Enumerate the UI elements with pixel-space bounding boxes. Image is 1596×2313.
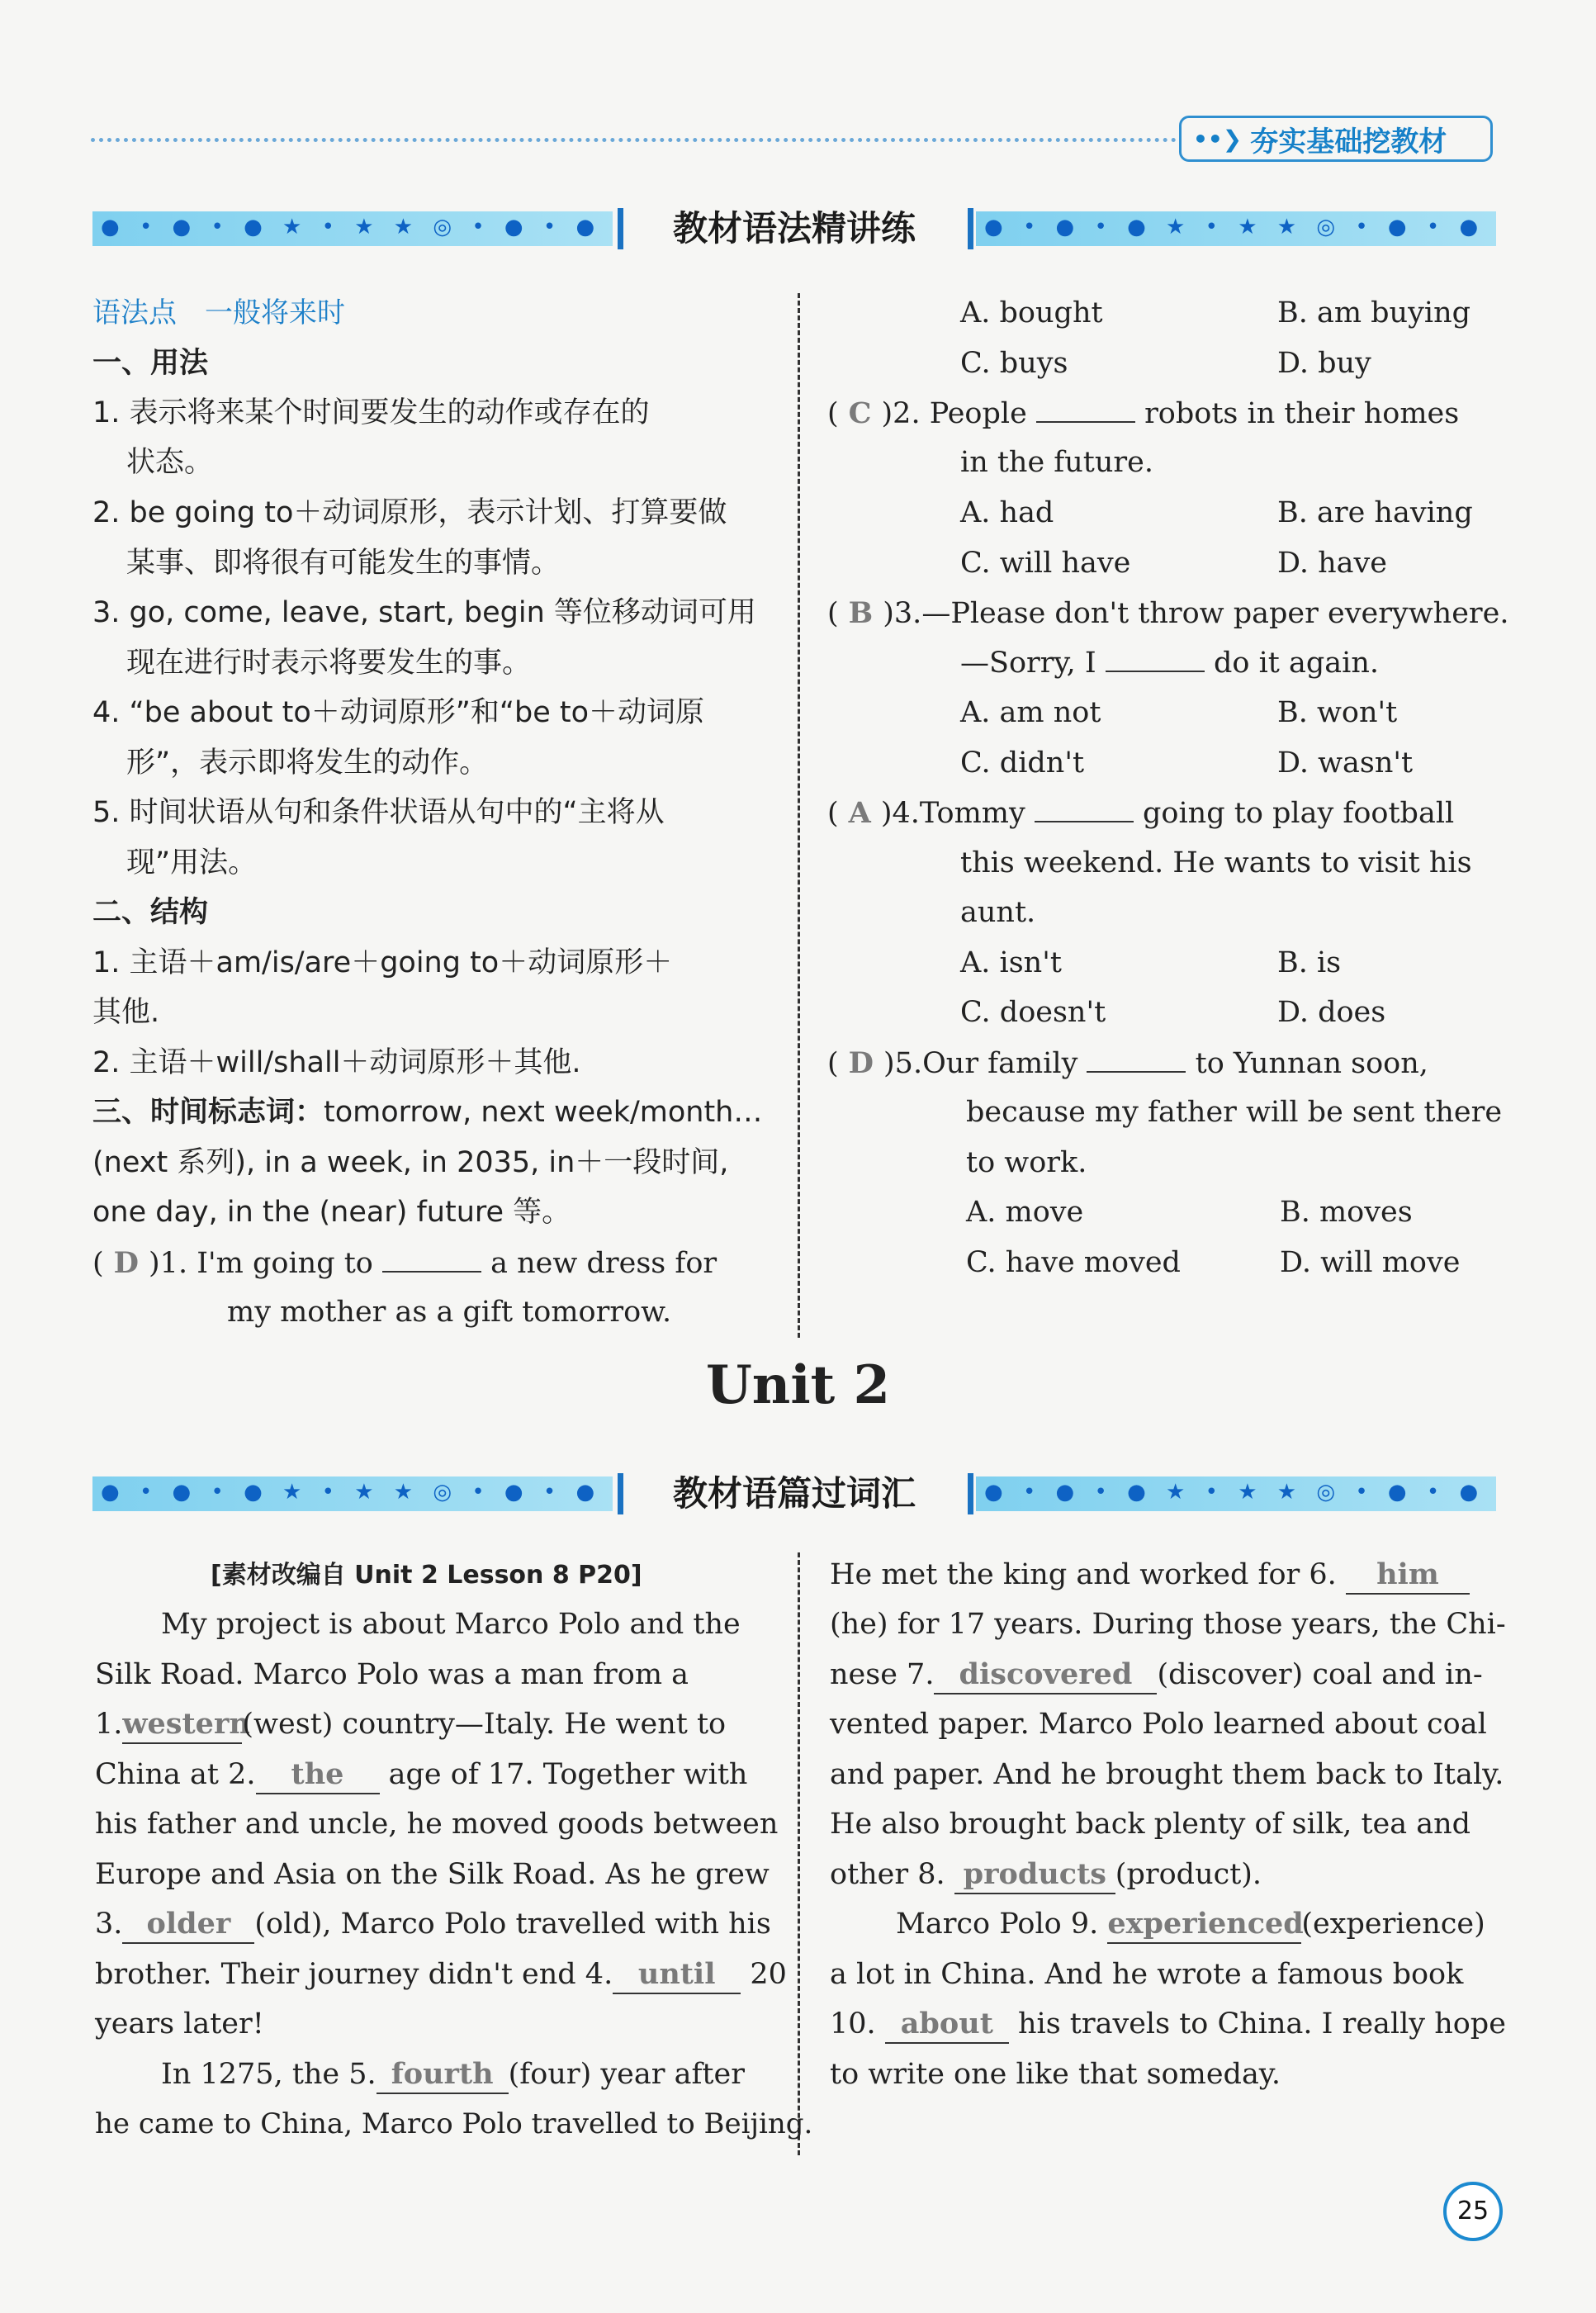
double-arrow-icon: ••❯	[1193, 125, 1243, 153]
question-text: aunt.	[960, 896, 1036, 929]
passage-text: He met the king and worked for 6.	[830, 1558, 1337, 1591]
structure-line: 1. 主语＋am/is/are＋going to＋动词原形＋	[92, 946, 673, 979]
question-1	[92, 1238, 717, 1289]
option: D. buy	[1277, 347, 1371, 380]
answer-8: products	[954, 1856, 1115, 1894]
question-text: a new dress for	[490, 1247, 717, 1280]
option: D. wasn't	[1277, 747, 1414, 780]
question-5	[827, 1038, 1428, 1089]
question-text: robots in their homes	[1144, 397, 1460, 430]
answer-7: discovered	[934, 1657, 1157, 1694]
option: D. does	[1277, 996, 1386, 1029]
question-text: I'm going to	[197, 1247, 373, 1280]
passage-line	[95, 1699, 726, 1750]
passage-line: his father and uncle, he moved goods between	[95, 1808, 779, 1841]
banner-decoration-left	[92, 211, 613, 246]
passage-text: age of 17. Together with	[388, 1758, 748, 1791]
question-text: in the future.	[960, 446, 1153, 479]
passage-text: 1.	[95, 1708, 123, 1741]
usage-line: 形”，表示即将发生的动作。	[126, 747, 489, 780]
question-text: —Sorry, I	[960, 647, 1096, 680]
answer-letter: A	[848, 796, 871, 830]
option: D. have	[1277, 547, 1387, 580]
markers-text: tomorrow, next week/month…	[324, 1096, 763, 1129]
banner-decoration-left	[92, 1476, 613, 1511]
passage-text: 3.	[95, 1908, 123, 1941]
passage-line: Europe and Asia on the Silk Road. As he grew	[95, 1858, 770, 1891]
passage-line	[95, 1950, 787, 2000]
option: A. move	[966, 1196, 1084, 1229]
option: B. moves	[1280, 1196, 1413, 1229]
answer-4: until	[613, 1956, 741, 1994]
question-text: do it again.	[1214, 647, 1379, 680]
passage-text: nese 7.	[830, 1658, 935, 1691]
option: A. had	[960, 496, 1054, 529]
structure-heading: 二、结构	[92, 896, 209, 929]
option: A. isn't	[960, 946, 1062, 979]
option: A. am not	[960, 696, 1101, 729]
usage-line: 现”用法。	[126, 846, 258, 879]
markers-line: one day, in the (near) future 等。	[92, 1196, 571, 1229]
answer-paren: ( C )	[827, 396, 893, 430]
question-2	[827, 388, 1459, 439]
answer-letter: D	[848, 1046, 874, 1080]
passage-text: China at 2.	[95, 1758, 256, 1791]
passage-text: (old), Marco Polo travelled with his	[254, 1908, 771, 1941]
passage-line	[161, 2050, 745, 2100]
usage-line: 2. be going to＋动词原形，表示计划、打算要做	[92, 496, 727, 529]
answer-1: western	[122, 1706, 242, 1744]
passage-text: (experience)	[1301, 1908, 1485, 1941]
passage-line: My project is about Marco Polo and the	[161, 1608, 741, 1641]
usage-line: 3. go, come, leave, start, begin 等位移动词可用	[92, 596, 756, 629]
grammar-section-title: 教材语法精讲练	[672, 208, 916, 249]
unit-title: Unit 2	[705, 1354, 891, 1416]
option: C. buys	[960, 347, 1068, 380]
passage-line: a lot in China. And he wrote a famous book	[830, 1958, 1464, 1991]
banner-bar	[968, 208, 973, 249]
question-text: to work.	[966, 1146, 1087, 1179]
passage-line	[830, 1650, 1483, 1700]
question-text: this weekend. He wants to visit his	[960, 846, 1472, 879]
usage-line: 5. 时间状语从句和条件状语从句中的“主将从	[92, 796, 665, 829]
answer-letter: D	[113, 1246, 140, 1280]
passage-text: brother. Their journey didn't end 4.	[95, 1958, 613, 1991]
option: D. will move	[1280, 1246, 1461, 1279]
question-number: 1.	[159, 1247, 188, 1280]
answer-blank	[382, 1239, 481, 1273]
passage-text: (four) year after	[508, 2058, 745, 2091]
question-number: 2.	[893, 397, 921, 430]
passage-line	[95, 1750, 747, 1800]
vocab-section-title: 教材语篇过词汇	[672, 1473, 916, 1514]
question-text: to Yunnan soon,	[1195, 1047, 1428, 1080]
usage-line: 某事、即将很有可能发生的事情。	[126, 547, 561, 580]
question-number: 5.	[894, 1047, 923, 1080]
passage-line	[830, 1550, 1470, 1600]
option: B. is	[1277, 946, 1342, 979]
question-4	[827, 788, 1454, 839]
passage-text: other 8.	[830, 1858, 945, 1891]
passage-line	[896, 1899, 1485, 1950]
question-text	[960, 638, 1379, 689]
passage-line: and paper. And he brought them back to Italy.	[830, 1758, 1504, 1791]
question-text: Tommy	[919, 797, 1025, 830]
banner-decoration-right	[976, 1476, 1496, 1511]
answer-letter: C	[848, 396, 872, 430]
usage-line: 1. 表示将来某个时间要发生的动作或存在的	[92, 396, 650, 429]
answer-blank	[1106, 639, 1205, 672]
answer-paren: ( A )	[827, 796, 893, 830]
answer-blank	[1036, 390, 1135, 423]
header-dotted-rule	[91, 138, 1177, 142]
column-divider	[798, 293, 800, 1338]
option: A. bought	[960, 296, 1103, 329]
answer-10: about	[885, 2006, 1009, 2044]
passage-text: (west) country—Italy. He went to	[242, 1708, 727, 1741]
option: B. am buying	[1277, 296, 1471, 329]
option: C. will have	[960, 547, 1131, 580]
passage-line: (he) for 17 years. During those years, the Chi-	[830, 1608, 1506, 1641]
header-badge	[1179, 116, 1493, 162]
vocab-section-banner	[92, 1470, 1496, 1518]
question-text: going to play football	[1143, 797, 1455, 830]
banner-bar	[968, 1473, 973, 1514]
page-number: 25	[1443, 2182, 1503, 2241]
option: C. have moved	[966, 1246, 1181, 1279]
markers-line	[92, 1088, 762, 1138]
question-text: Our family	[922, 1047, 1078, 1080]
markers-label: 三、时间标志词：	[92, 1096, 324, 1129]
passage-line	[95, 1899, 771, 1950]
question-text: —Please don't throw paper everywhere.	[921, 597, 1509, 630]
question-text: People	[929, 397, 1027, 430]
usage-heading: 一、用法	[92, 347, 209, 380]
passage-text: 10.	[830, 2007, 876, 2040]
usage-line: 现在进行时表示将要发生的事。	[126, 647, 532, 680]
option: B. won't	[1277, 696, 1398, 729]
answer-paren: ( B )	[827, 596, 894, 630]
usage-line: 4. “be about to＋动词原形”和“be to＋动词原	[92, 696, 705, 729]
column-divider	[798, 1552, 800, 2155]
passage-text: his travels to China. I really hope	[1017, 2007, 1506, 2040]
passage-line: Silk Road. Marco Polo was a man from a	[95, 1658, 689, 1691]
passage-line: years later!	[95, 2007, 264, 2040]
option: B. are having	[1277, 496, 1473, 529]
structure-line: 2. 主语＋will/shall＋动词原形＋其他.	[92, 1046, 581, 1079]
answer-3: older	[122, 1906, 254, 1944]
answer-blank	[1087, 1040, 1186, 1073]
grammar-section-banner	[92, 205, 1496, 253]
answer-blank	[1035, 789, 1134, 822]
passage-text: In 1275, the 5.	[161, 2058, 377, 2091]
banner-decoration-right	[976, 211, 1496, 246]
answer-5: fourth	[377, 2056, 509, 2094]
option: C. doesn't	[960, 996, 1106, 1029]
answer-9: experienced	[1107, 1906, 1301, 1944]
markers-line: (next 系列), in a week, in 2035, in＋一段时间,	[92, 1146, 729, 1179]
passage-line: to write one like that someday.	[830, 2058, 1281, 2091]
passage-line: he came to China, Marco Polo travelled to Beijing.	[95, 2107, 813, 2140]
usage-line: 状态。	[126, 446, 214, 479]
passage-line: vented paper. Marco Polo learned about coal	[830, 1708, 1487, 1741]
question-number: 3.	[893, 597, 922, 630]
answer-letter: B	[848, 596, 874, 630]
answer-6: him	[1346, 1557, 1470, 1595]
header-badge-text: 夯实基础挖教材	[1250, 125, 1447, 159]
passage-line: He also brought back plenty of silk, tea and	[830, 1808, 1471, 1841]
passage-text: Marco Polo 9.	[896, 1908, 1099, 1941]
question-3	[827, 588, 1509, 639]
grammar-point-title: 语法点 一般将来时	[92, 296, 345, 329]
answer-paren: ( D )	[92, 1246, 160, 1280]
passage-source: [素材改编自 Unit 2 Lesson 8 P20]	[211, 1561, 642, 1590]
passage-text: (product).	[1115, 1858, 1262, 1891]
passage-line	[830, 1999, 1506, 2050]
question-number: 4.	[892, 797, 920, 830]
option: C. didn't	[960, 747, 1085, 780]
answer-2: the	[256, 1756, 380, 1794]
passage-text: (discover) coal and in-	[1157, 1658, 1483, 1691]
structure-line: 其他.	[92, 996, 160, 1029]
question-text: because my father will be sent there	[966, 1096, 1503, 1129]
passage-text: 20	[750, 1958, 787, 1991]
answer-paren: ( D )	[827, 1046, 895, 1080]
passage-line	[830, 1850, 1262, 1900]
question-text: my mother as a gift tomorrow.	[227, 1296, 672, 1329]
